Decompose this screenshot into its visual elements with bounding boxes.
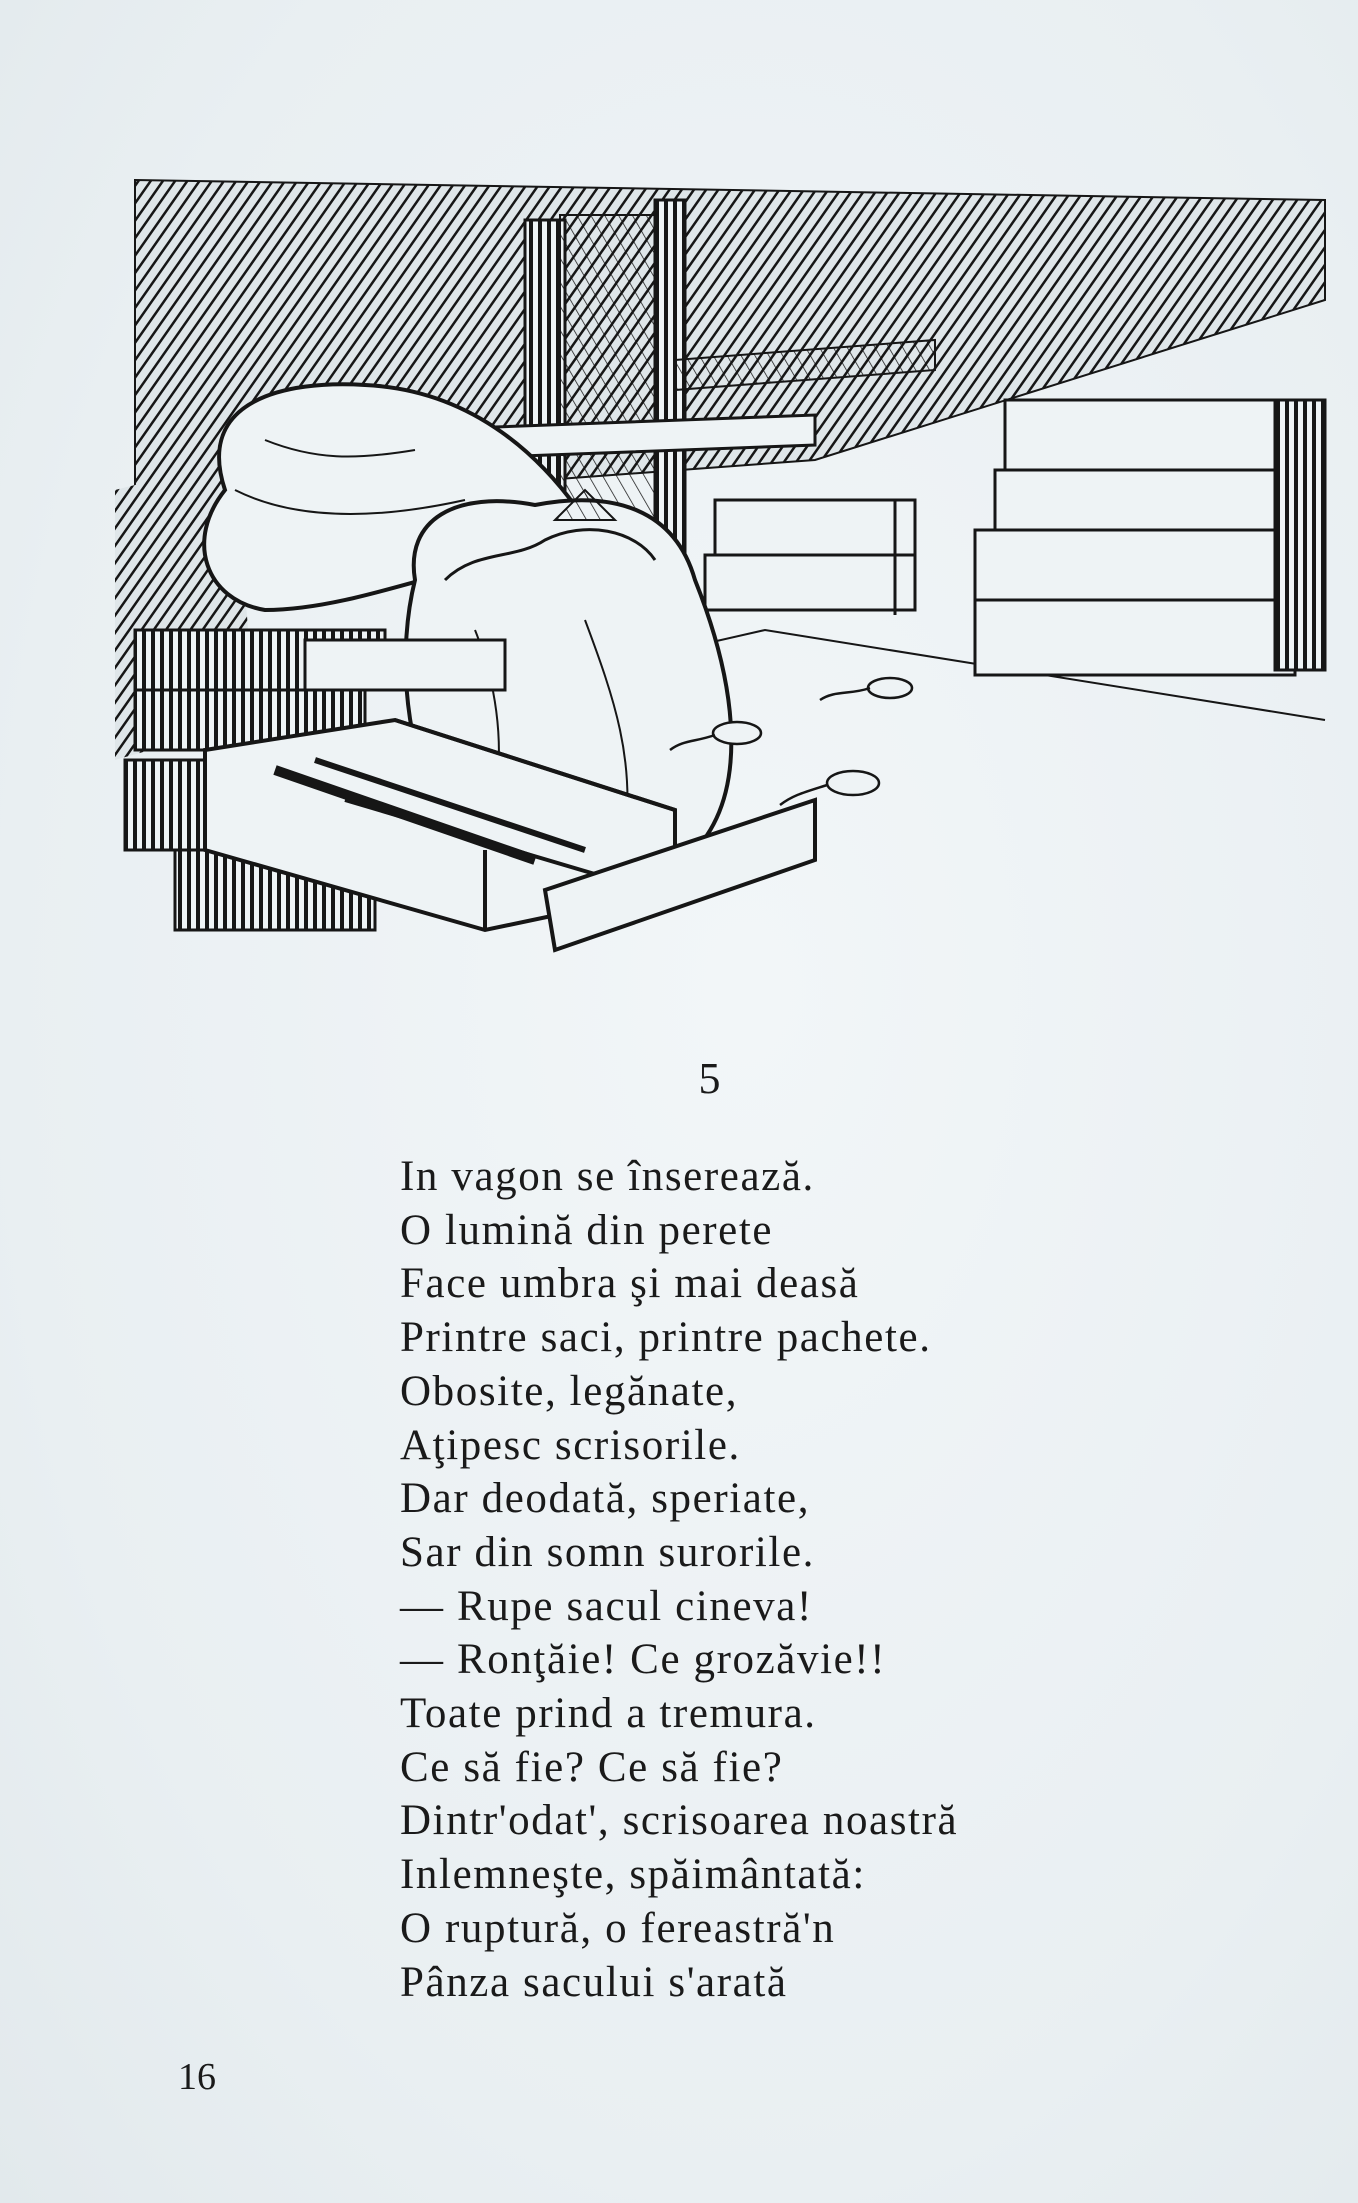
poem-line: — Rupe sacul cineva! — [400, 1582, 813, 1630]
poem-line: Toate prind a tremura. — [400, 1690, 817, 1738]
poem-line: Pânza sacului s'arată — [400, 1958, 788, 2006]
poem-line: Printre saci, printre pachete. — [400, 1314, 932, 1362]
poem-line: Aţipesc scrisorile. — [400, 1421, 741, 1469]
poem-line: Ce să fie? Ce să fie? — [400, 1743, 784, 1791]
poem-line: Dintr'odat', scrisoarea noastră — [400, 1797, 959, 1845]
poem-line: O lumină din perete — [400, 1206, 774, 1254]
poem-line: Dar deodată, speriate, — [400, 1475, 811, 1523]
poem-line: Sar din somn surorile. — [400, 1528, 815, 1576]
poem-line: In vagon se înserează. — [400, 1153, 815, 1200]
mail-car-drawing-icon — [115, 160, 1335, 1060]
poem-stanza — [400, 1150, 1300, 2009]
poem-line: Inlemneşte, spăimântată: — [400, 1851, 866, 1899]
section-number: 5 — [698, 1054, 722, 1103]
poem-line: O ruptură, o fereastră'n — [400, 1904, 836, 1952]
page-number: 16 — [178, 2056, 216, 2098]
poem-line: — Ronţăie! Ce grozăvie!! — [400, 1636, 887, 1684]
poem-line: Obosite, legănate, — [400, 1367, 739, 1415]
mail-car-illustration — [115, 160, 1335, 1060]
poem-line: Face umbra şi mai deasă — [400, 1260, 860, 1308]
